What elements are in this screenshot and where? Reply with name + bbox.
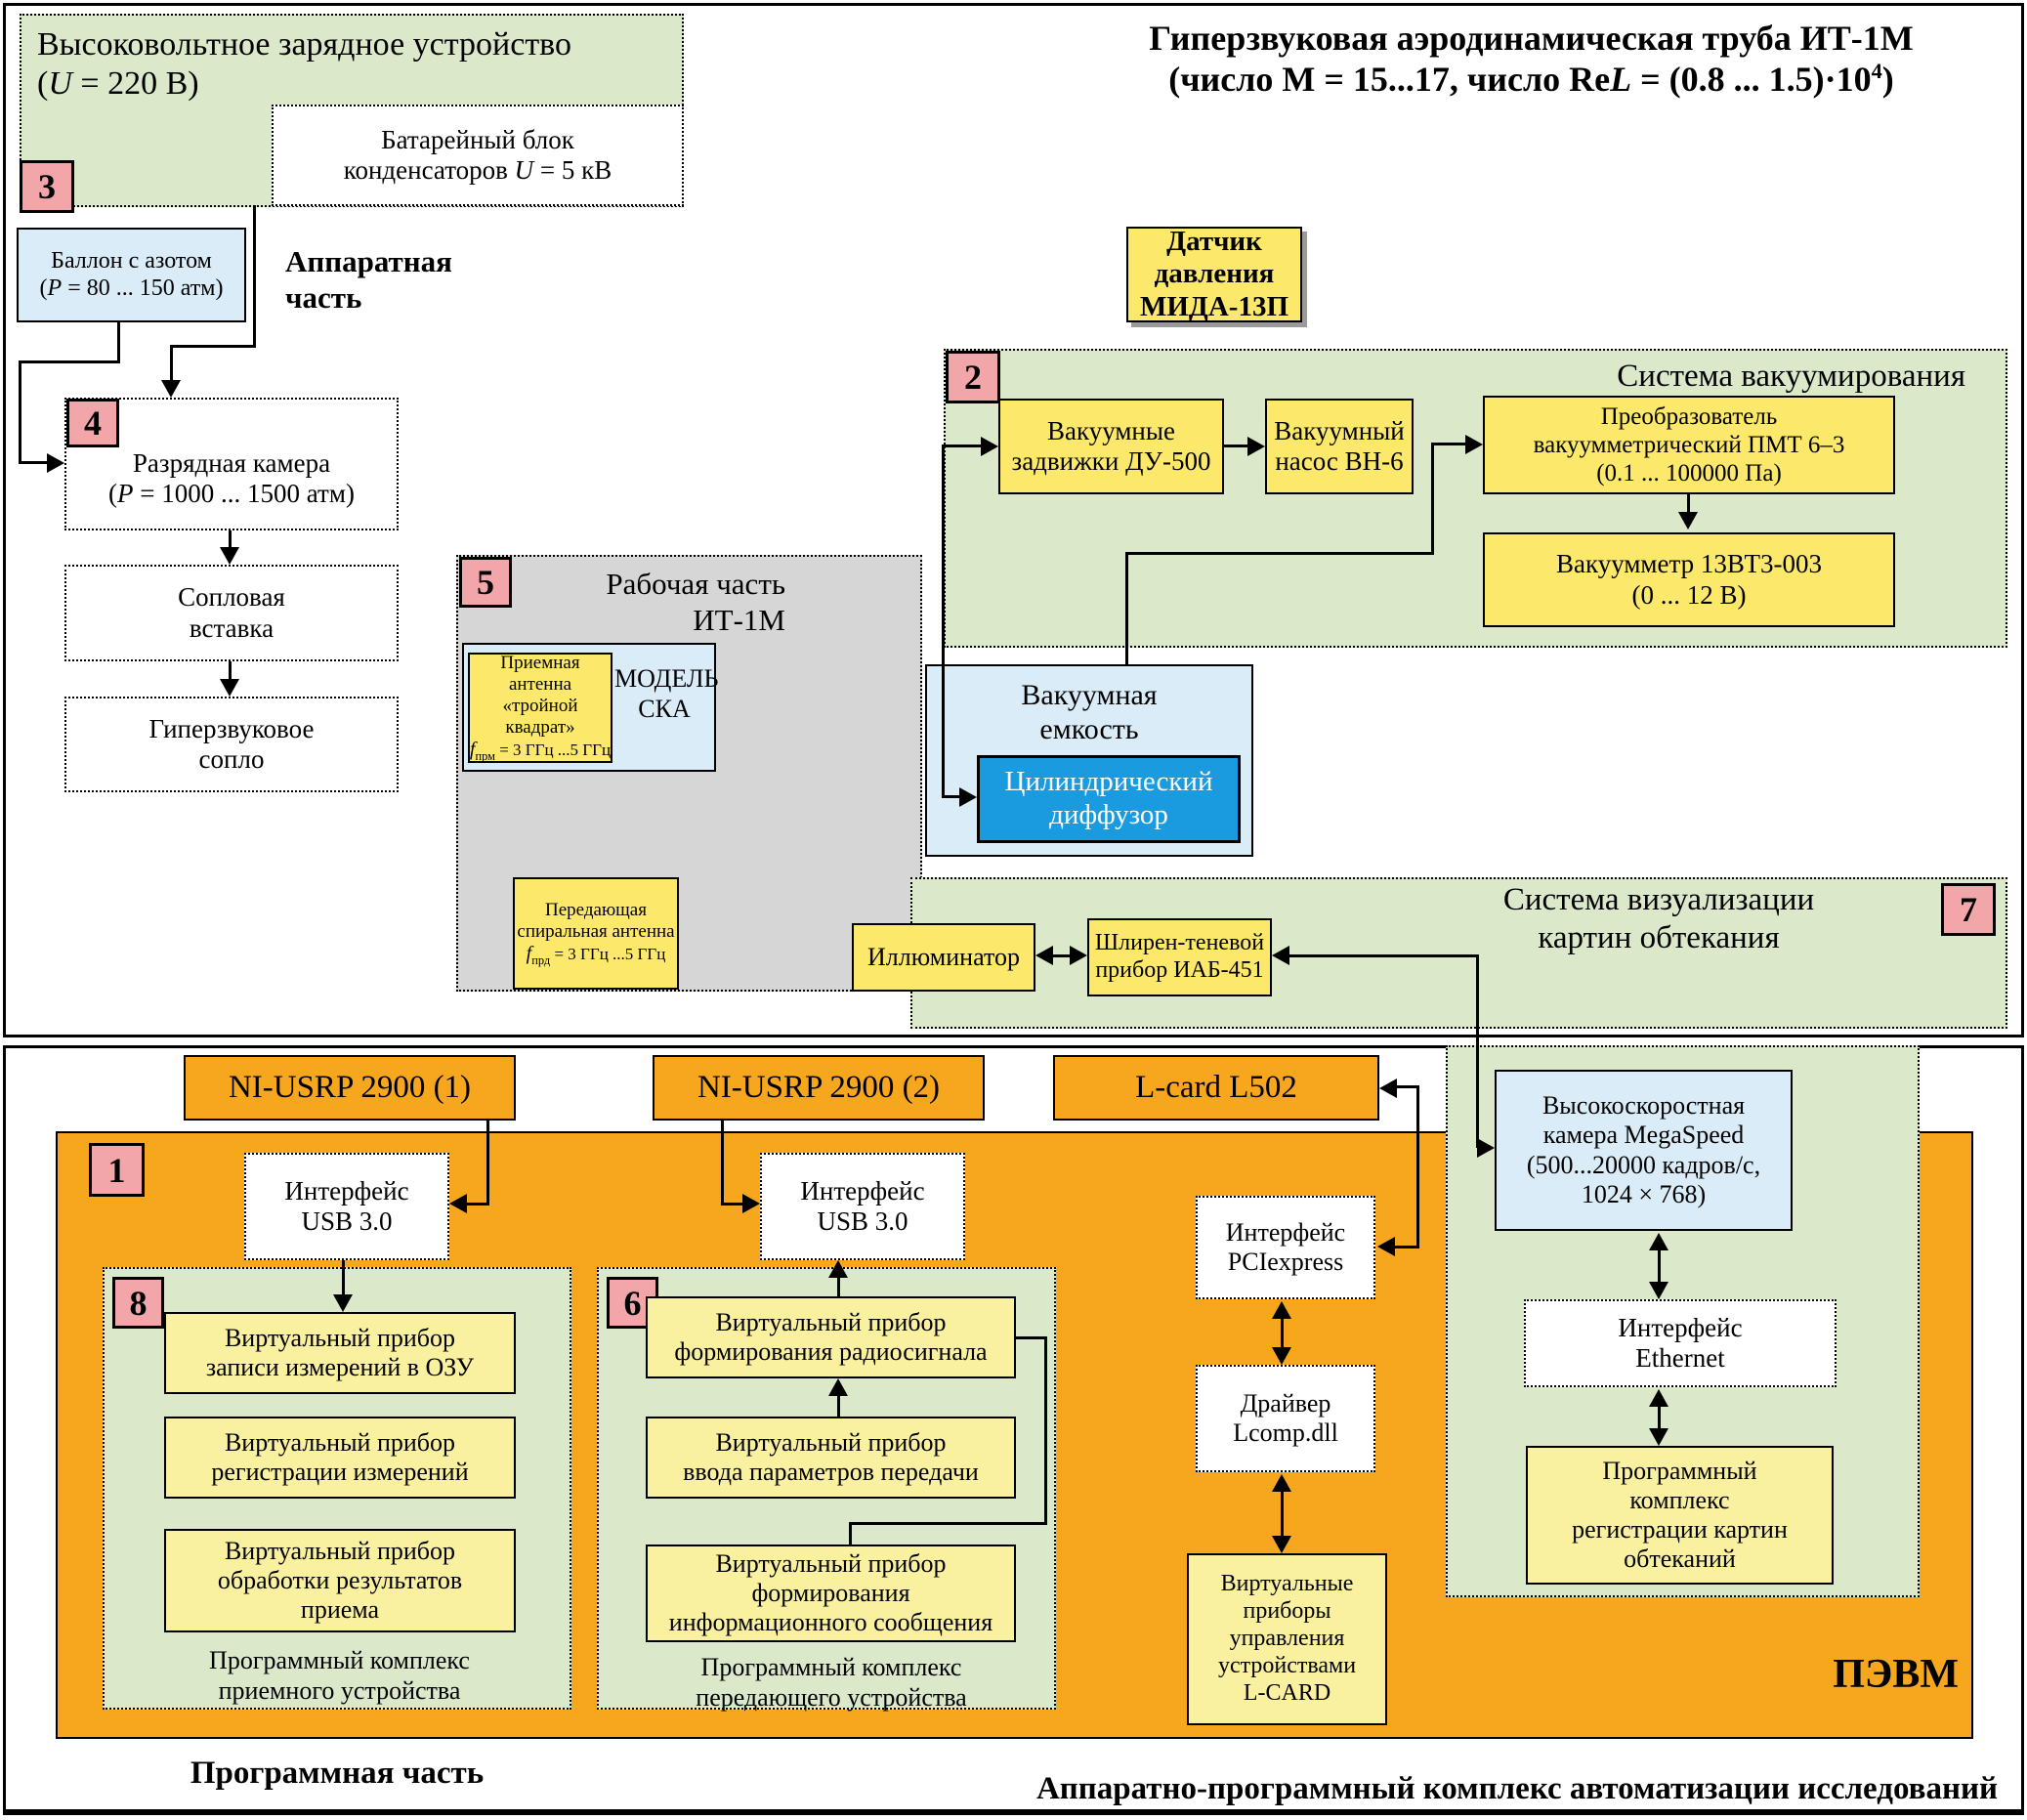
vi-processing-line2: обработки результатов bbox=[217, 1565, 463, 1594]
arrowhead-down bbox=[1678, 512, 1698, 529]
arrowhead-left bbox=[1379, 1079, 1397, 1098]
battery-block-box bbox=[272, 105, 684, 206]
badge-2: 2 bbox=[946, 351, 1000, 403]
vi-message-line1: Виртуальный прибор bbox=[715, 1548, 947, 1578]
arrowhead-left bbox=[449, 1194, 467, 1213]
software-part-label: Программная часть bbox=[190, 1756, 485, 1791]
connector-line bbox=[1281, 1317, 1284, 1349]
tx-freq-sub: прд bbox=[531, 952, 551, 967]
vi-message-line3: информационного сообщения bbox=[668, 1608, 993, 1637]
tx-complex-label bbox=[641, 1653, 1022, 1713]
camera-line3: (500...20000 кадров/с, bbox=[1526, 1150, 1761, 1179]
transducer-line3: (0.1 ... 100000 Па) bbox=[1596, 460, 1782, 487]
driver-box bbox=[1196, 1365, 1375, 1472]
tx-antenna-line1: Передающая bbox=[545, 899, 647, 920]
usb-interface-2-box bbox=[760, 1153, 965, 1260]
arrowhead-right bbox=[1070, 946, 1087, 965]
usb2-line1: Интерфейс bbox=[800, 1175, 925, 1206]
pcie-line2: PCIexpress bbox=[1227, 1248, 1344, 1276]
arrowhead-down bbox=[1272, 1347, 1291, 1365]
connector-line bbox=[467, 1203, 489, 1206]
usrp2-box: NI-USRP 2900 (2) bbox=[653, 1055, 985, 1121]
charger-param bbox=[37, 64, 662, 104]
working-section-title bbox=[528, 567, 785, 638]
connector-line bbox=[837, 1394, 840, 1417]
diffuser-line1: Цилиндрический bbox=[1004, 766, 1213, 798]
rx-complex-label bbox=[127, 1646, 552, 1706]
connector-line bbox=[1658, 1405, 1661, 1430]
arrowhead-right bbox=[1247, 437, 1265, 456]
vi-params-line1: Виртуальный прибор bbox=[715, 1427, 947, 1457]
arrowhead-down bbox=[1649, 1282, 1668, 1299]
rx-freq-value: = 3 ГГц ...5 ГГц bbox=[494, 740, 612, 759]
arrowhead-left bbox=[1035, 946, 1053, 965]
nitrogen-pre: ( bbox=[39, 275, 48, 301]
ethernet-line1: Интерфейс bbox=[1618, 1312, 1743, 1342]
battery-var: U bbox=[514, 155, 534, 185]
arrowhead-down bbox=[1649, 1428, 1668, 1446]
vi-params-line2: ввода параметров передачи bbox=[683, 1458, 979, 1486]
reg-line1: Программный bbox=[1602, 1456, 1757, 1485]
discharge-post: = 1000 ... 1500 атм) bbox=[133, 479, 355, 508]
vi-register-box bbox=[164, 1417, 516, 1499]
charger-param-var: U bbox=[48, 65, 72, 103]
pressure-sensor-line1: Датчик давления bbox=[1154, 225, 1275, 290]
main-title-line2 bbox=[1050, 59, 2012, 100]
arrowhead-left bbox=[1377, 1237, 1395, 1256]
connector-line bbox=[837, 1276, 840, 1296]
connector-line bbox=[19, 461, 47, 464]
ethernet-interface-box bbox=[1524, 1299, 1837, 1387]
lcard-vi-line4: устройствами bbox=[1217, 1652, 1357, 1678]
connector-line bbox=[342, 1260, 345, 1295]
driver-line2: Lcomp.dll bbox=[1233, 1418, 1338, 1447]
battery-line2 bbox=[344, 155, 612, 186]
rx-antenna-line1: Приемная антенна bbox=[500, 652, 580, 695]
pressure-sensor-line2: МИДА-13П bbox=[1139, 290, 1289, 322]
vacuum-system-title: Система вакуумирования bbox=[1617, 359, 1965, 394]
diffuser-line2: диффузор bbox=[1049, 799, 1168, 830]
valves-line1: Вакуумные bbox=[1046, 415, 1176, 445]
ethernet-line2: Ethernet bbox=[1635, 1343, 1725, 1373]
tx-freq-value: = 3 ГГц ...5 ГГц bbox=[550, 944, 666, 963]
rx-antenna-freq bbox=[470, 739, 611, 763]
connector-line bbox=[1658, 1249, 1661, 1284]
pcie-interface-box bbox=[1196, 1196, 1375, 1299]
connector-line bbox=[942, 445, 945, 797]
vi-radiosignal-line1: Виртуальный прибор bbox=[715, 1307, 947, 1336]
hypersonic-nozzle-line2: сопло bbox=[198, 744, 265, 774]
discharge-pre: ( bbox=[108, 479, 118, 508]
vi-radiosignal-line2: формирования радиосигнала bbox=[674, 1337, 988, 1366]
connector-line bbox=[19, 360, 120, 363]
lcard-vi-line1: Виртуальные bbox=[1220, 1571, 1354, 1597]
connector-line bbox=[1125, 552, 1128, 664]
vi-processing-line1: Виртуальный прибор bbox=[224, 1536, 456, 1565]
connector-line bbox=[942, 444, 981, 447]
arrowhead-right bbox=[47, 453, 64, 473]
arrowhead-right bbox=[959, 787, 977, 807]
connector-line bbox=[117, 322, 120, 363]
badge-7: 7 bbox=[1941, 883, 1996, 936]
main-title-l2-var: L bbox=[1610, 60, 1632, 100]
hypersonic-nozzle-box bbox=[64, 697, 399, 792]
lcard-box: L-card L502 bbox=[1053, 1055, 1379, 1121]
main-title-line1: Гиперзвуковая аэродинамическая труба ИТ-1М bbox=[1149, 19, 1914, 58]
main-title-l2-sup: 4 bbox=[1871, 59, 1882, 84]
model-ska-line1: МОДЕЛЬ bbox=[614, 664, 719, 693]
vi-record-line1: Виртуальный прибор bbox=[224, 1323, 456, 1352]
pump-line1: Вакуумный bbox=[1274, 415, 1405, 445]
connector-line bbox=[1044, 1336, 1047, 1525]
vi-record-ram-box bbox=[164, 1312, 516, 1394]
tx-antenna-freq bbox=[527, 943, 666, 967]
driver-line1: Драйвер bbox=[1240, 1388, 1331, 1418]
vacuummeter-line2: (0 ... 12 В) bbox=[1631, 579, 1747, 610]
connector-line bbox=[1125, 552, 1434, 555]
schlieren-line1: Шлирен-теневой bbox=[1094, 930, 1265, 956]
connector-line bbox=[1476, 954, 1479, 1148]
arrowhead-right bbox=[1465, 435, 1483, 454]
tx-antenna-box bbox=[513, 877, 679, 990]
nitrogen-post: = 80 ... 150 атм) bbox=[62, 275, 224, 301]
lcard-vi-line3: управления bbox=[1229, 1626, 1345, 1652]
usb1-line1: Интерфейс bbox=[284, 1175, 409, 1206]
connector-line bbox=[724, 1203, 743, 1206]
rx-freq-symbol: f bbox=[469, 738, 476, 760]
model-ska-label bbox=[614, 664, 719, 724]
transducer-box bbox=[1483, 396, 1895, 494]
vi-processing-box bbox=[164, 1529, 516, 1632]
hardware-part-label: Аппаратная часть bbox=[285, 244, 452, 315]
battery-line1: Батарейный блок bbox=[381, 124, 574, 154]
visualization-title bbox=[1387, 881, 1930, 957]
rx-complex-label-line1: Программный комплекс bbox=[209, 1646, 470, 1674]
lcard-vi-line2: приборы bbox=[1243, 1598, 1331, 1625]
charger-title bbox=[37, 25, 662, 104]
vi-radiosignal-box bbox=[646, 1296, 1016, 1378]
main-title-l2-post: ) bbox=[1881, 60, 1894, 100]
visualization-title-line1: Система визуализации bbox=[1502, 882, 1815, 917]
camera-line1: Высокоскоростная bbox=[1541, 1091, 1746, 1121]
camera-line4: 1024 × 768) bbox=[1581, 1179, 1707, 1208]
vacuum-valves-box bbox=[998, 399, 1224, 494]
nitrogen-bottle-box bbox=[17, 228, 246, 322]
connector-line bbox=[1431, 443, 1434, 555]
working-section-title-line2: ИТ-1М bbox=[693, 602, 785, 637]
discharge-line1: Разрядная камера bbox=[132, 447, 331, 478]
caption-label: Аппаратно-программный комплекс автоматизации исследований bbox=[1035, 1771, 1998, 1806]
vi-processing-line3: приема bbox=[300, 1595, 380, 1625]
valves-line2: задвижки ДУ-500 bbox=[1011, 446, 1211, 476]
connector-line bbox=[1395, 1246, 1419, 1249]
vi-message-box bbox=[646, 1545, 1016, 1642]
transducer-line2: вакуумметрический ПМТ 6–3 bbox=[1533, 432, 1845, 458]
nitrogen-line1: Баллон с азотом bbox=[51, 247, 212, 274]
cylindrical-diffuser-box bbox=[977, 755, 1241, 843]
highspeed-camera-box bbox=[1495, 1070, 1793, 1231]
vacuum-tank-label bbox=[925, 678, 1253, 747]
vi-record-line2: записи измерений в ОЗУ bbox=[205, 1353, 475, 1381]
pump-line2: насос ВН-6 bbox=[1275, 446, 1404, 476]
connector-line bbox=[1416, 1085, 1419, 1249]
rx-antenna-box bbox=[468, 653, 612, 763]
tx-complex-label-line1: Программный комплекс bbox=[700, 1653, 962, 1681]
connector-line bbox=[19, 360, 21, 464]
connector-line bbox=[1281, 1490, 1284, 1536]
arrowhead-down bbox=[1272, 1536, 1291, 1553]
arrowhead-down bbox=[220, 679, 239, 697]
transducer-line1: Преобразователь bbox=[1600, 403, 1778, 430]
lcard-vi-box bbox=[1187, 1553, 1387, 1725]
connector-line bbox=[849, 1522, 852, 1545]
badge-4: 4 bbox=[66, 399, 119, 447]
nozzle-insert-box bbox=[64, 565, 399, 661]
badge-6: 6 bbox=[607, 1277, 658, 1329]
pressure-sensor-box bbox=[1126, 227, 1302, 322]
schlieren-box bbox=[1087, 918, 1272, 996]
vacuum-tank-line2: емкость bbox=[1039, 713, 1139, 746]
connector-line bbox=[170, 345, 173, 382]
reg-line3: регистрации картин bbox=[1572, 1515, 1788, 1544]
connector-line bbox=[1431, 443, 1465, 445]
main-title bbox=[1050, 18, 2012, 101]
model-ska-line2: СКА bbox=[638, 694, 691, 723]
pc-label: ПЭВМ bbox=[1833, 1652, 1959, 1697]
tx-freq-symbol: f bbox=[526, 942, 532, 964]
arrowhead-down bbox=[220, 547, 239, 565]
badge-3: 3 bbox=[20, 160, 74, 213]
vacuummeter-line1: Вакуумметр 13ВТ3-003 bbox=[1555, 549, 1823, 579]
arrowhead-right bbox=[1477, 1138, 1495, 1158]
lcard-vi-line5: L-CARD bbox=[1243, 1679, 1331, 1706]
usb-interface-1-box bbox=[244, 1153, 449, 1260]
connector-line bbox=[1016, 1336, 1046, 1339]
connector-line bbox=[849, 1522, 1047, 1525]
vi-params-box bbox=[646, 1417, 1016, 1499]
discharge-line2 bbox=[108, 479, 355, 509]
vacuum-pump-box bbox=[1265, 399, 1414, 494]
rx-freq-sub: прм bbox=[475, 748, 495, 763]
usrp1-box: NI-USRP 2900 (1) bbox=[184, 1055, 516, 1121]
tx-complex-label-line2: передающего устройства bbox=[696, 1682, 967, 1712]
main-title-l2-mid: = (0.8 ... 1.5)·10 bbox=[1631, 60, 1872, 100]
reg-line4: обтеканий bbox=[1624, 1545, 1736, 1574]
vacuummeter-box bbox=[1483, 532, 1895, 627]
badge-5: 5 bbox=[459, 557, 512, 608]
discharge-var: P bbox=[117, 479, 134, 508]
reg-line2: комплекс bbox=[1629, 1485, 1730, 1514]
schlieren-line2: прибор ИАБ-451 bbox=[1095, 957, 1264, 983]
connector-line bbox=[1289, 954, 1479, 957]
battery-post: = 5 кВ bbox=[533, 155, 612, 185]
nozzle-insert-line1: Сопловая bbox=[178, 582, 285, 613]
reg-complex-box bbox=[1526, 1446, 1834, 1585]
usb2-line2: USB 3.0 bbox=[817, 1206, 908, 1236]
tx-antenna-line2: спиральная антенна bbox=[517, 920, 675, 942]
charger-title-line1: Высоковольтное зарядное устройство bbox=[37, 26, 572, 63]
arrowhead-right bbox=[742, 1194, 760, 1213]
vi-register-line1: Виртуальный прибор bbox=[224, 1427, 456, 1457]
battery-line2-pre: конденсаторов bbox=[343, 155, 515, 185]
arrowhead-down bbox=[161, 380, 181, 398]
charger-param-pre: ( bbox=[37, 65, 49, 103]
connector-line bbox=[253, 205, 256, 348]
working-section-title-line1: Рабочая часть bbox=[606, 567, 785, 601]
vacuum-tank-line1: Вакуумная bbox=[1021, 679, 1158, 711]
vi-register-line2: регистрации измерений bbox=[211, 1458, 469, 1486]
rx-complex-label-line2: приемного устройства bbox=[218, 1675, 461, 1705]
hypersonic-nozzle-line1: Гиперзвуковое bbox=[148, 713, 315, 743]
nitrogen-line2 bbox=[40, 275, 224, 303]
connector-line bbox=[486, 1121, 489, 1206]
nitrogen-var: P bbox=[47, 275, 63, 301]
usb1-line2: USB 3.0 bbox=[301, 1206, 393, 1236]
connector-line bbox=[942, 795, 959, 798]
arrowhead-right bbox=[981, 437, 998, 456]
connector-line bbox=[721, 1121, 724, 1206]
arrowhead-left bbox=[1272, 946, 1289, 965]
arrowhead-down bbox=[333, 1294, 353, 1312]
connector-line bbox=[1224, 444, 1249, 447]
rx-antenna-line2: «тройной квадрат» bbox=[502, 695, 578, 738]
badge-8: 8 bbox=[112, 1277, 164, 1329]
illuminator-box: Иллюминатор bbox=[852, 923, 1035, 992]
visualization-title-line2: картин обтекания bbox=[1538, 919, 1780, 955]
main-title-l2-pre: (число М = 15...17, число Re bbox=[1168, 60, 1611, 100]
nozzle-insert-line2: вставка bbox=[189, 613, 274, 643]
vi-message-line2: формирования bbox=[751, 1578, 910, 1607]
badge-1: 1 bbox=[89, 1143, 145, 1197]
connector-line bbox=[170, 345, 256, 348]
charger-param-post: = 220 В) bbox=[71, 65, 199, 103]
pcie-line1: Интерфейс bbox=[1225, 1217, 1346, 1247]
camera-line2: камера MegaSpeed bbox=[1542, 1121, 1745, 1150]
